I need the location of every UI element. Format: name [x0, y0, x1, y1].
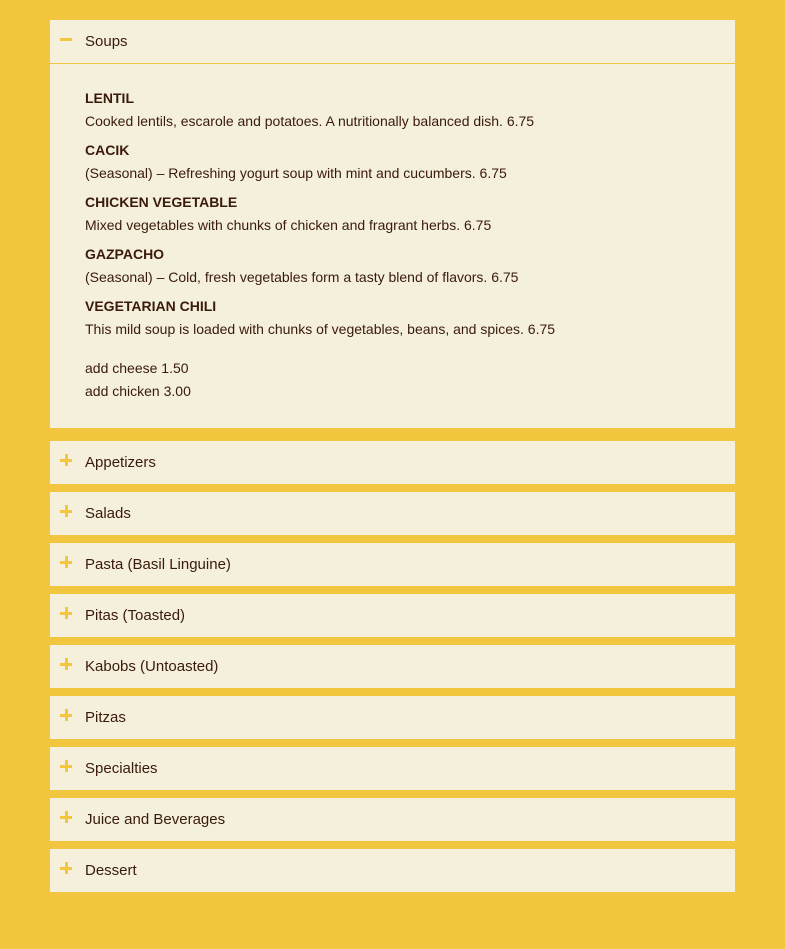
menu-item	[85, 142, 700, 182]
menu-item-name: LENTIL	[85, 90, 134, 106]
section-title: Soups	[85, 33, 128, 50]
section-salads-header[interactable]	[50, 492, 735, 535]
plus-icon	[60, 505, 72, 517]
section-title: Juice and Beverages	[85, 811, 226, 828]
addon-chicken: add chicken 3.00	[85, 383, 191, 399]
plus-icon	[60, 709, 72, 721]
plus-icon	[60, 760, 72, 772]
section-title: Kabobs (Untoasted)	[85, 658, 219, 675]
section-juice-and-beverages-header[interactable]	[50, 798, 735, 841]
menu-item-description: Cooked lentils, escarole and potatoes. A nutritionally balanced dish. 6.75	[85, 113, 535, 129]
addon-cheese: add cheese 1.50	[85, 360, 189, 376]
section-pitas-toasted-header[interactable]	[50, 594, 735, 637]
section-kabobs-untoasted	[50, 645, 735, 688]
minus-icon	[60, 33, 72, 45]
menu-item-name: CHICKEN VEGETABLE	[85, 194, 238, 210]
section-pasta-basil-linguine-header[interactable]	[50, 543, 735, 586]
section-pitas-toasted	[50, 594, 735, 637]
menu-item	[85, 298, 700, 338]
menu-item	[85, 90, 700, 130]
section-juice-and-beverages	[50, 798, 735, 841]
section-title: Pitas (Toasted)	[85, 607, 186, 624]
section-appetizers	[50, 441, 735, 484]
section-soups-body	[50, 64, 735, 428]
section-title: Pitzas	[85, 709, 126, 726]
plus-icon	[60, 811, 72, 823]
section-specialties	[50, 747, 735, 790]
menu-item-description: This mild soup is loaded with chunks of vegetables, beans, and spices. 6.75	[85, 321, 556, 337]
menu-item	[85, 246, 700, 286]
menu-item-name: VEGETARIAN CHILI	[85, 298, 217, 314]
section-title: Pasta (Basil Linguine)	[85, 556, 231, 573]
section-kabobs-untoasted-header[interactable]	[50, 645, 735, 688]
section-soups-header[interactable]	[50, 20, 735, 64]
plus-icon	[60, 862, 72, 874]
section-pitzas	[50, 696, 735, 739]
section-soups	[50, 20, 735, 428]
section-title: Dessert	[85, 862, 137, 879]
plus-icon	[60, 454, 72, 466]
plus-icon	[60, 658, 72, 670]
section-pasta-basil-linguine	[50, 543, 735, 586]
addons-list	[85, 360, 700, 400]
section-pitzas-header[interactable]	[50, 696, 735, 739]
menu-item-description: (Seasonal) – Cold, fresh vegetables form a tasty blend of flavors. 6.75	[85, 269, 519, 285]
section-specialties-header[interactable]	[50, 747, 735, 790]
menu-item-description: Mixed vegetables with chunks of chicken and fragrant herbs. 6.75	[85, 217, 492, 233]
section-title: Salads	[85, 505, 131, 522]
section-dessert	[50, 849, 735, 892]
menu-item	[85, 194, 700, 234]
menu-item-name: GAZPACHO	[85, 246, 165, 262]
section-title: Appetizers	[85, 454, 156, 471]
section-dessert-header[interactable]	[50, 849, 735, 892]
menu-item-description: (Seasonal) – Refreshing yogurt soup with mint and cucumbers. 6.75	[85, 165, 507, 181]
menu-accordion	[50, 20, 735, 892]
menu-item-name: CACIK	[85, 142, 130, 158]
section-salads	[50, 492, 735, 535]
plus-icon	[60, 607, 72, 619]
section-title: Specialties	[85, 760, 158, 777]
plus-icon	[60, 556, 72, 568]
section-appetizers-header[interactable]	[50, 441, 735, 484]
